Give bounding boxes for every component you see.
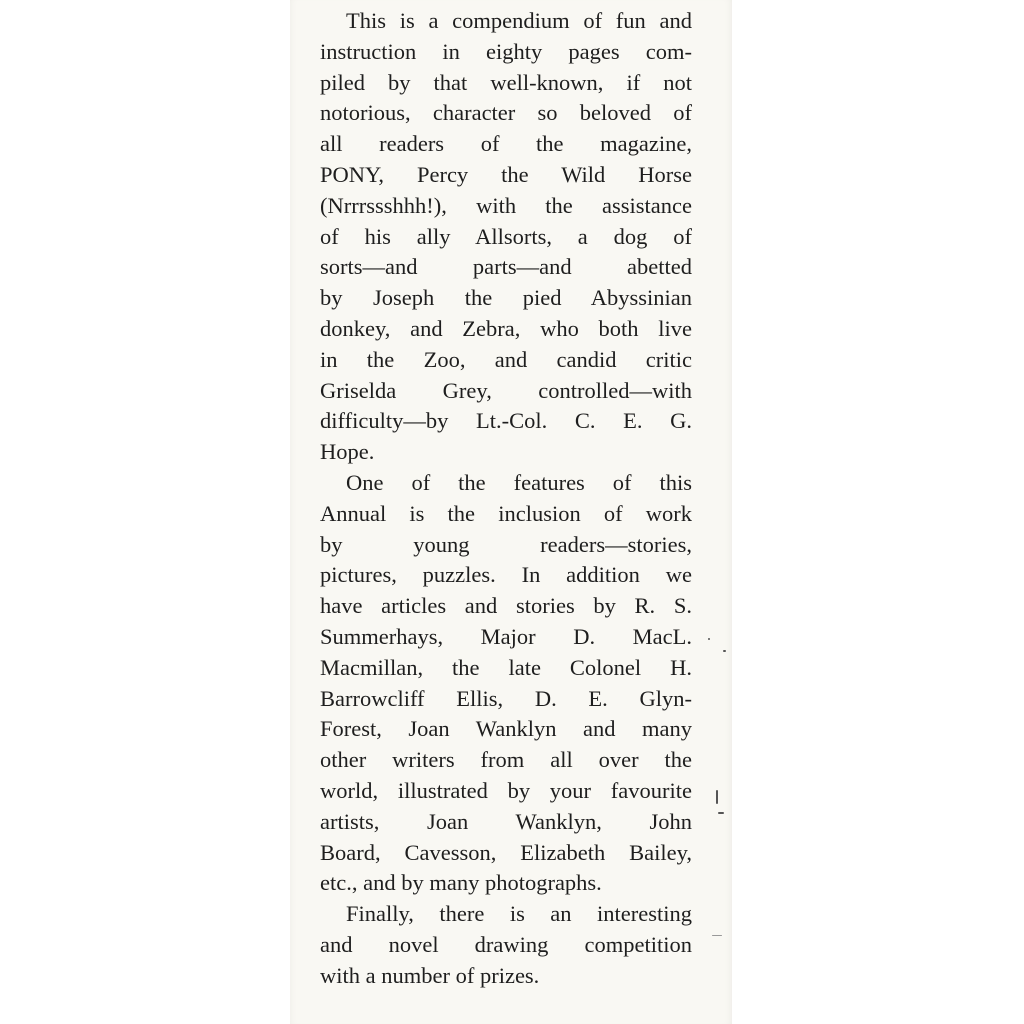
text-line: other writers from all over the (320, 747, 692, 773)
paragraph-intro (320, 6, 692, 468)
text-line: difficulty—by Lt.-Col. C. E. G. (320, 408, 692, 434)
text-line: Finally, there is an interesting (346, 901, 692, 927)
text-line: Forest, Joan Wanklyn and many (320, 716, 692, 742)
text-line: (Nrrrssshhh!), with the assistance (320, 192, 692, 218)
text-line: all readers of the magazine, (320, 131, 692, 157)
text-line: Hope. (320, 439, 375, 465)
text-line: pictures, puzzles. In addition we (320, 562, 692, 588)
text-line: notorious, character so beloved of (320, 100, 692, 126)
scan-speck (712, 935, 722, 936)
text-line: piled by that well-known, if not (320, 69, 692, 95)
text-line: with a number of prizes. (320, 962, 540, 988)
scan-speck (716, 790, 718, 804)
text-line: This is a compendium of fun and (346, 8, 692, 33)
text-line: of his ally Allsorts, a dog of (320, 223, 692, 249)
text-line: Griselda Grey, controlled—with (320, 377, 692, 403)
text-line: Board, Cavesson, Elizabeth Bailey, (320, 839, 692, 865)
text-line: PONY, Percy the Wild Horse (320, 161, 692, 187)
text-line: by young readers—stories, (320, 531, 692, 557)
text-line: Barrowcliff Ellis, D. E. Glyn- (320, 685, 692, 711)
scan-speck (708, 638, 710, 640)
scan-speck (723, 650, 726, 652)
text-line: by Joseph the pied Abyssinian (320, 285, 692, 311)
text-line: sorts—and parts—and abetted (320, 254, 692, 280)
text-line: Annual is the inclusion of work (320, 500, 692, 526)
text-line: have articles and stories by R. S. (320, 593, 692, 619)
text-line: in the Zoo, and candid critic (320, 346, 692, 372)
blurb-text (320, 6, 692, 992)
text-line: and novel drawing competition (320, 931, 692, 957)
text-line: Summerhays, Major D. MacL. (320, 623, 692, 649)
text-line: world, illustrated by your favourite (320, 777, 692, 803)
paragraph-features (320, 468, 692, 899)
scan-speck (718, 812, 724, 814)
text-line: artists, Joan Wanklyn, John (320, 808, 692, 834)
text-line: instruction in eighty pages com- (320, 38, 692, 64)
text-line: Macmillan, the late Colonel H. (320, 654, 692, 680)
text-line: One of the features of this (346, 469, 692, 495)
text-line: etc., and by many photographs. (320, 870, 602, 896)
paragraph-competition (320, 899, 692, 991)
text-line: donkey, and Zebra, who both live (320, 315, 692, 341)
